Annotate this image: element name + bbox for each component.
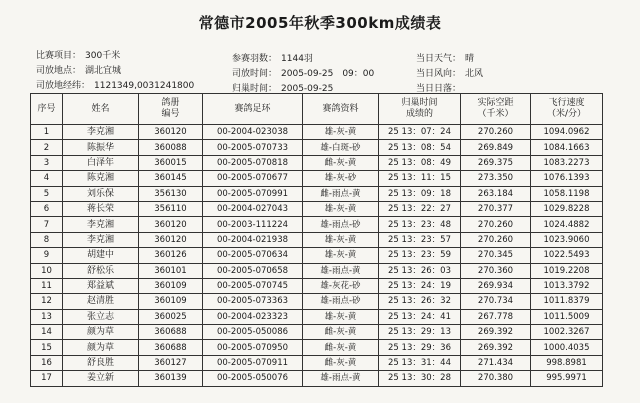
- cell-name: 颜为草: [63, 340, 139, 355]
- cell-name: 刘乐保: [63, 186, 139, 201]
- header-speed: [531, 94, 603, 125]
- cell-book: 360120: [139, 125, 203, 140]
- table-row: [31, 125, 603, 140]
- cell-time: 25 13：08：54: [379, 140, 461, 155]
- cell-book: 360688: [139, 325, 203, 340]
- cell-no: 4: [31, 171, 63, 186]
- cell-speed: 1019.2208: [531, 263, 603, 278]
- cell-ring: 00-2005-070911: [203, 355, 303, 370]
- cell-no: 2: [31, 140, 63, 155]
- cell-speed: 995.9971: [531, 371, 603, 386]
- table-row: [31, 217, 603, 232]
- cell-name: 张立志: [63, 309, 139, 324]
- cell-info: 雌-雨点-黄: [303, 186, 379, 201]
- cell-no: 11: [31, 278, 63, 293]
- cell-info: 雌-灰-黄: [303, 355, 379, 370]
- header-info: [303, 94, 379, 125]
- table-row: [31, 186, 603, 201]
- cell-speed: 1084.1663: [531, 140, 603, 155]
- header-name: [63, 94, 139, 125]
- header-line-2: （米/分）: [546, 109, 587, 119]
- cell-ring: 00-2005-070745: [203, 278, 303, 293]
- cell-name: 赵清胜: [63, 294, 139, 309]
- cell-info: 雄-白斑-砂: [303, 140, 379, 155]
- cell-ring: 00-2005-070818: [203, 155, 303, 170]
- meta-release-place: 司放地点： 湖北宜城: [36, 66, 122, 76]
- cell-dist: 271.434: [461, 355, 531, 370]
- cell-no: 7: [31, 217, 63, 232]
- meta-wind: 当日风向： 北风: [416, 69, 484, 79]
- table-body: [31, 125, 603, 387]
- cell-info: 雄-雨点-黄: [303, 263, 379, 278]
- cell-ring: 00-2005-070950: [203, 340, 303, 355]
- cell-time: 25 13：30：28: [379, 371, 461, 386]
- cell-no: 5: [31, 186, 63, 201]
- meta-release-time: 司放时间： 2005-09-25 09：00: [232, 69, 375, 79]
- cell-time: 25 13：29：36: [379, 340, 461, 355]
- cell-book: 360139: [139, 371, 203, 386]
- cell-time: 25 13：24：19: [379, 278, 461, 293]
- cell-name: 姜立新: [63, 371, 139, 386]
- cell-ring: 00-2005-073363: [203, 294, 303, 309]
- meta-count: 参赛羽数： 1144羽: [232, 54, 313, 64]
- cell-no: 16: [31, 355, 63, 370]
- meta-weather: 当日天气： 晴: [416, 54, 475, 64]
- header-line-1: 实际空距: [477, 98, 514, 108]
- cell-info: 雌-灰-黄: [303, 340, 379, 355]
- cell-dist: 269.392: [461, 340, 531, 355]
- cell-dist: 270.360: [461, 263, 531, 278]
- table-row: [31, 155, 603, 170]
- cell-book: 356130: [139, 186, 203, 201]
- meta-sunset: 当日日落：: [416, 84, 462, 94]
- header-line-1: 鸽册: [161, 98, 180, 108]
- cell-no: 12: [31, 294, 63, 309]
- cell-time: 25 13：23：59: [379, 248, 461, 263]
- cell-no: 1: [31, 125, 63, 140]
- cell-dist: 270.377: [461, 201, 531, 216]
- header-time: [379, 94, 461, 125]
- meta-coords: 司放地经纬： 1121349,0031241800: [36, 81, 195, 91]
- cell-no: 9: [31, 248, 63, 263]
- page-title: 常德市2005年秋季300km成绩表: [198, 14, 442, 32]
- table-row: [31, 171, 603, 186]
- meta-return-time: 归巢时间： 2005-09-25: [232, 84, 334, 94]
- cell-ring: 00-2005-070991: [203, 186, 303, 201]
- table-row: [31, 232, 603, 247]
- cell-no: 13: [31, 309, 63, 324]
- header-line-1: 赛鸽资料: [322, 103, 359, 114]
- cell-info: 雄-灰花-砂: [303, 278, 379, 293]
- results-table: [30, 93, 603, 387]
- cell-info: 雄-灰-黄: [303, 248, 379, 263]
- cell-name: 舒良胜: [63, 355, 139, 370]
- cell-speed: 1011.5009: [531, 309, 603, 324]
- cell-dist: 273.350: [461, 171, 531, 186]
- cell-info: 雄-灰-砂: [303, 171, 379, 186]
- cell-info: 雄-灰-黄: [303, 309, 379, 324]
- cell-ring: 00-2005-070733: [203, 140, 303, 155]
- cell-time: 25 13：29：13: [379, 325, 461, 340]
- header-line-2: （千米）: [477, 109, 514, 119]
- table-row: [31, 371, 603, 386]
- cell-speed: 998.8981: [531, 355, 603, 370]
- table-row: [31, 263, 603, 278]
- cell-book: 360109: [139, 278, 203, 293]
- cell-name: 蒋长荣: [63, 201, 139, 216]
- cell-info: 雄-雨点-黄: [303, 371, 379, 386]
- cell-name: 李克湘: [63, 125, 139, 140]
- table-row: [31, 294, 603, 309]
- cell-book: 360101: [139, 263, 203, 278]
- cell-name: 郑益斌: [63, 278, 139, 293]
- cell-book: 360015: [139, 155, 203, 170]
- header-line-1: 姓名: [91, 103, 110, 114]
- cell-name: 白泽年: [63, 155, 139, 170]
- cell-ring: 00-2005-070658: [203, 263, 303, 278]
- cell-speed: 1076.1393: [531, 171, 603, 186]
- cell-book: 360025: [139, 309, 203, 324]
- cell-book: 360120: [139, 232, 203, 247]
- header-line-1: 赛鸽足环: [234, 103, 271, 114]
- cell-time: 25 13：07：24: [379, 125, 461, 140]
- table-row: [31, 309, 603, 324]
- cell-dist: 270.260: [461, 217, 531, 232]
- cell-ring: 00-2004-027043: [203, 201, 303, 216]
- cell-time: 25 13：31：44: [379, 355, 461, 370]
- header-line-1: 归巢时间: [401, 98, 438, 108]
- cell-no: 6: [31, 201, 63, 216]
- cell-name: 李克湘: [63, 232, 139, 247]
- cell-book: 360127: [139, 355, 203, 370]
- table-row: [31, 355, 603, 370]
- cell-info: 雄-灰-黄: [303, 201, 379, 216]
- cell-speed: 1029.8228: [531, 201, 603, 216]
- cell-speed: 1094.0962: [531, 125, 603, 140]
- cell-book: 360109: [139, 294, 203, 309]
- cell-info: 雌-灰-黄: [303, 155, 379, 170]
- header-line-2: 编号: [161, 109, 180, 119]
- cell-dist: 270.345: [461, 248, 531, 263]
- cell-speed: 1000.4035: [531, 340, 603, 355]
- cell-ring: 00-2004-023038: [203, 125, 303, 140]
- cell-time: 25 13：23：57: [379, 232, 461, 247]
- cell-info: 雄-雨点-砂: [303, 294, 379, 309]
- header-dist: [461, 94, 531, 125]
- header-book: [139, 94, 203, 125]
- cell-dist: 267.778: [461, 309, 531, 324]
- cell-book: 360688: [139, 340, 203, 355]
- cell-speed: 1083.2273: [531, 155, 603, 170]
- cell-time: 25 13：24：41: [379, 309, 461, 324]
- cell-info: 雄-灰-黄: [303, 125, 379, 140]
- cell-speed: 1013.3792: [531, 278, 603, 293]
- header-ring: [203, 94, 303, 125]
- cell-no: 14: [31, 325, 63, 340]
- cell-ring: 00-2005-050086: [203, 325, 303, 340]
- cell-ring: 00-2005-070677: [203, 171, 303, 186]
- cell-time: 25 13：26：32: [379, 294, 461, 309]
- cell-speed: 1058.1198: [531, 186, 603, 201]
- header-line-1: 飞行速度: [548, 98, 585, 108]
- cell-dist: 270.734: [461, 294, 531, 309]
- cell-speed: 1024.4882: [531, 217, 603, 232]
- cell-book: 360088: [139, 140, 203, 155]
- cell-name: 陈克湘: [63, 171, 139, 186]
- cell-book: 356110: [139, 201, 203, 216]
- cell-info: 雌-灰-黄: [303, 325, 379, 340]
- cell-dist: 269.375: [461, 155, 531, 170]
- meta-event: 比赛项目： 300千米: [36, 51, 121, 61]
- cell-dist: 269.849: [461, 140, 531, 155]
- cell-dist: 269.392: [461, 325, 531, 340]
- cell-time: 25 13：23：48: [379, 217, 461, 232]
- header-line-1: 序号: [37, 103, 56, 114]
- cell-dist: 270.260: [461, 125, 531, 140]
- cell-name: 陈振华: [63, 140, 139, 155]
- cell-ring: 00-2005-070634: [203, 248, 303, 263]
- table-row: [31, 340, 603, 355]
- table-row: [31, 140, 603, 155]
- cell-time: 25 13：11：15: [379, 171, 461, 186]
- cell-time: 25 13：22：27: [379, 201, 461, 216]
- header-no: [31, 94, 63, 125]
- cell-name: 胡建中: [63, 248, 139, 263]
- header-line-2: 成绩的: [405, 109, 433, 119]
- cell-dist: 269.934: [461, 278, 531, 293]
- cell-no: 8: [31, 232, 63, 247]
- cell-info: 雄-灰-黄: [303, 232, 379, 247]
- cell-ring: 00-2004-023323: [203, 309, 303, 324]
- cell-no: 15: [31, 340, 63, 355]
- cell-dist: 270.260: [461, 232, 531, 247]
- cell-book: 360126: [139, 248, 203, 263]
- table-row: [31, 325, 603, 340]
- cell-speed: 1002.3267: [531, 325, 603, 340]
- cell-name: 颜为草: [63, 325, 139, 340]
- cell-speed: 1022.5493: [531, 248, 603, 263]
- cell-ring: 00-2004-021938: [203, 232, 303, 247]
- cell-time: 25 13：26：03: [379, 263, 461, 278]
- cell-ring: 00-2003-111224: [203, 217, 303, 232]
- cell-dist: 270.380: [461, 371, 531, 386]
- cell-speed: 1011.8379: [531, 294, 603, 309]
- cell-book: 360120: [139, 217, 203, 232]
- table-row: [31, 201, 603, 216]
- cell-no: 3: [31, 155, 63, 170]
- cell-name: 李克湘: [63, 217, 139, 232]
- cell-speed: 1023.9060: [531, 232, 603, 247]
- cell-info: 雄-雨点-砂: [303, 217, 379, 232]
- cell-time: 25 13：08：49: [379, 155, 461, 170]
- table-header-row: [31, 94, 603, 125]
- cell-ring: 00-2005-050076: [203, 371, 303, 386]
- cell-dist: 263.184: [461, 186, 531, 201]
- table-row: [31, 278, 603, 293]
- cell-no: 10: [31, 263, 63, 278]
- cell-book: 360145: [139, 171, 203, 186]
- cell-no: 17: [31, 371, 63, 386]
- cell-time: 25 13：09：18: [379, 186, 461, 201]
- table-row: [31, 248, 603, 263]
- cell-name: 舒松乐: [63, 263, 139, 278]
